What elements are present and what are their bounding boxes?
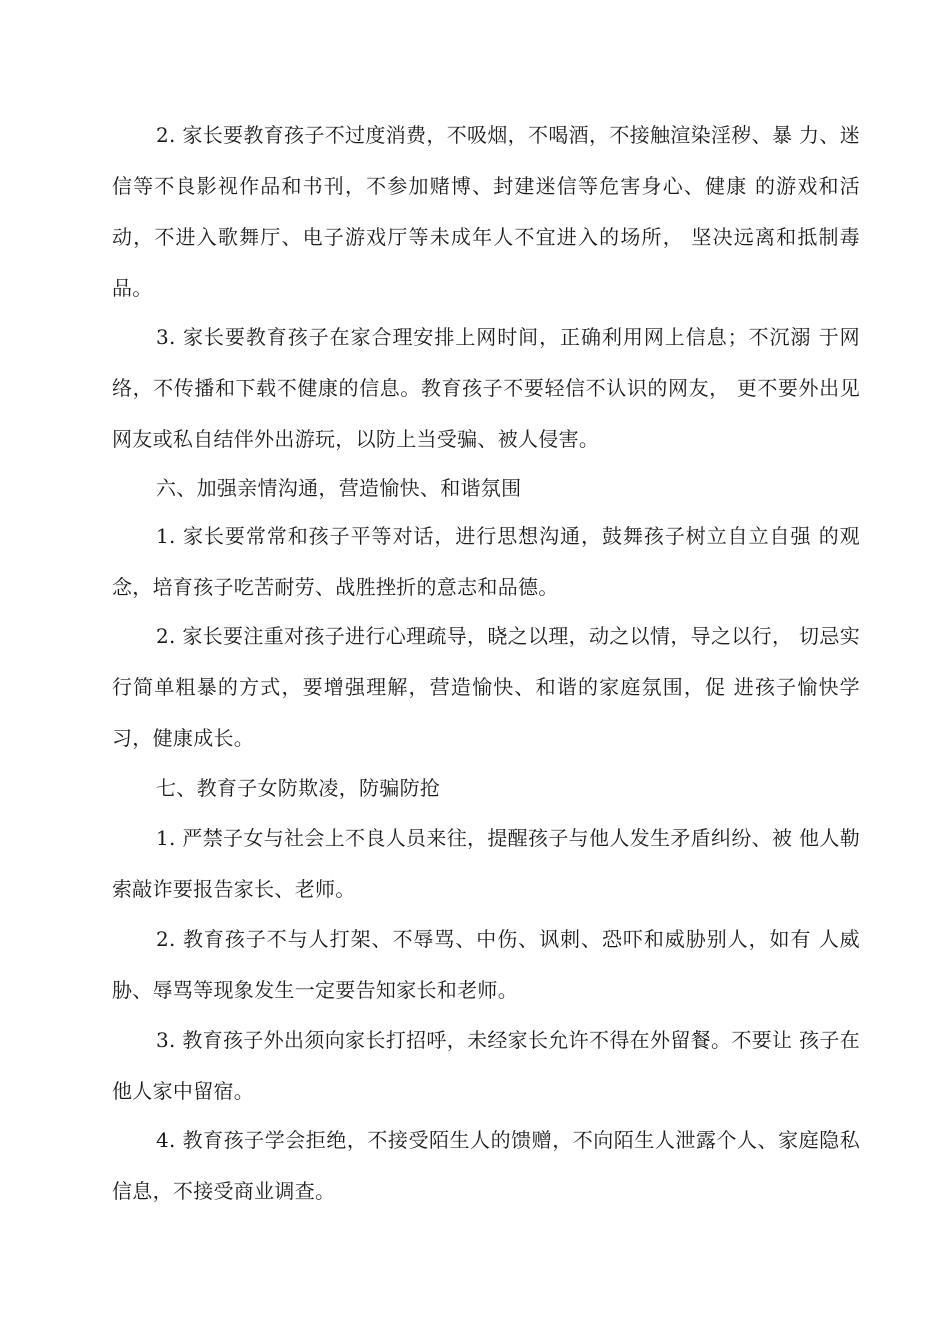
paragraph-six-item1: 1. 家长要常常和孩子平等对话，进行思想沟通，鼓舞孩子树立自立自强 的观念，培育孩子吃苦耐劳、战胜挫折的意志和品德。 — [112, 524, 860, 599]
section-heading-seven: 七、教育子女防欺凌，防骗防抢 — [156, 776, 441, 800]
paragraph-item3-internet: 3. 家长要教育孩子在家合理安排上网时间，正确利用网上信息；不沉溺 于网络，不传播和下载不健康的信息。教育孩子不要轻信不认识的网友， 更不要外出见网友或私自结伴外出游玩，以防上当受骗、被人侵害。 — [112, 325, 860, 451]
paragraph-item2-consumption: 2. 家长要教育孩子不过度消费，不吸烟，不喝酒，不接触渲染淫秽、暴 力、迷信等不良影视作品和书刊，不参加赌博、封建迷信等危害身心、健康 的游戏和活动，不进入歌舞厅、电子游戏厅等未成年人不宜进入的场所， 坚决远离和抵制毒品。 — [112, 123, 860, 300]
paragraph-seven-item2: 2. 教育孩子不与人打架、不辱骂、中伤、讽刺、恐吓和威胁别人，如有 人威胁、辱骂等现象发生一定要告知家长和老师。 — [112, 927, 860, 1002]
paragraph-seven-item3: 3. 教育孩子外出须向家长打招呼，未经家长允许不得在外留餐。不要让 孩子在他人家中留宿。 — [112, 1028, 860, 1103]
paragraph-seven-item4: 4. 教育孩子学会拒绝，不接受陌生人的馈赠，不向陌生人泄露个人、家庭隐私信息，不接受商业调查。 — [112, 1128, 860, 1203]
paragraph-seven-item1: 1. 严禁子女与社会上不良人员来往，提醒孩子与他人发生矛盾纠纷、被 他人勒索敲诈要报告家长、老师。 — [112, 826, 860, 901]
paragraph-six-item2: 2. 家长要注重对孩子进行心理疏导，晓之以理，动之以情，导之以行， 切忌实行简单粗暴的方式，要增强理解，营造愉快、和谐的家庭氛围，促 进孩子愉快学习，健康成长。 — [112, 624, 860, 750]
section-heading-six: 六、加强亲情沟通，营造愉快、和谐氛围 — [156, 476, 522, 500]
